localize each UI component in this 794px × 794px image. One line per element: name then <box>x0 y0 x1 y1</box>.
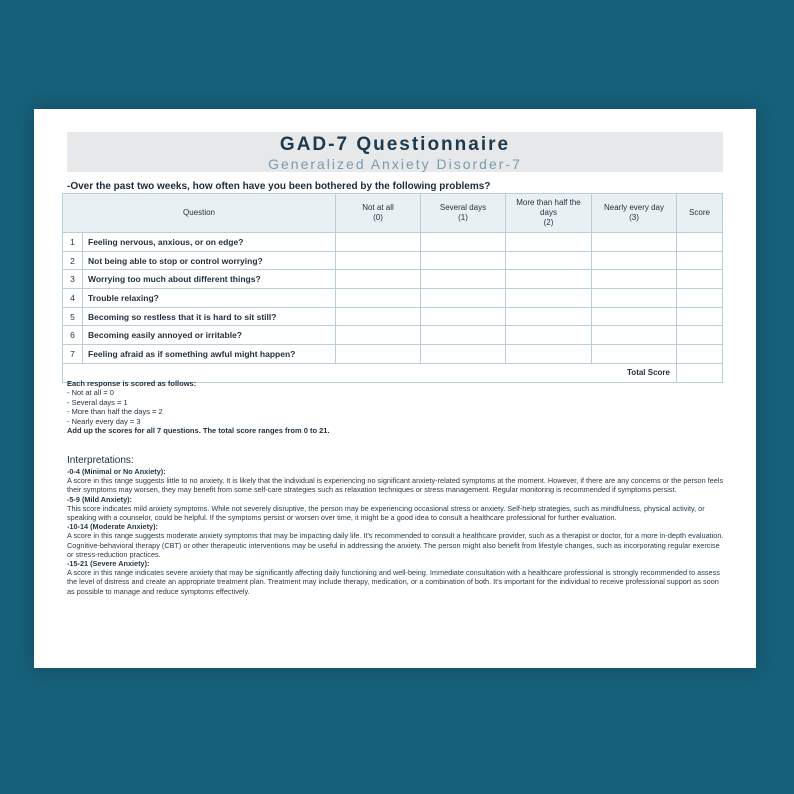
answer-cell-more-than-half[interactable] <box>506 289 592 308</box>
answer-cell-more-than-half[interactable] <box>506 251 592 270</box>
answer-cell-more-than-half[interactable] <box>506 270 592 289</box>
answer-cell-nearly-every-day[interactable] <box>592 289 677 308</box>
table-row <box>63 289 723 308</box>
answer-cell-nearly-every-day[interactable] <box>592 270 677 289</box>
answer-cell-nearly-every-day[interactable] <box>592 307 677 326</box>
answer-cell-not-at-all[interactable] <box>336 326 421 345</box>
score-cell[interactable] <box>677 326 723 345</box>
answer-cell-more-than-half[interactable] <box>506 326 592 345</box>
table-row <box>63 251 723 270</box>
scoring-item: - Nearly every day = 3 <box>67 416 141 426</box>
score-cell[interactable] <box>677 270 723 289</box>
question-text: Trouble relaxing? <box>83 289 336 308</box>
score-cell[interactable] <box>677 233 723 252</box>
header-more-than-half: More than half the days (2) <box>506 194 592 233</box>
interpretations-heading: Interpretations: <box>67 455 134 466</box>
table-row <box>63 307 723 326</box>
answer-cell-several-days[interactable] <box>421 289 506 308</box>
table-row <box>63 270 723 289</box>
table-row <box>63 233 723 252</box>
answer-cell-not-at-all[interactable] <box>336 307 421 326</box>
title-banner <box>67 132 723 172</box>
question-number: 4 <box>63 289 83 308</box>
answer-cell-not-at-all[interactable] <box>336 233 421 252</box>
score-cell[interactable] <box>677 251 723 270</box>
scoring-intro: Each response is scored as follows: <box>67 379 197 388</box>
instruction-text: -Over the past two weeks, how often have you been bothered by the following problems? <box>67 181 491 192</box>
answer-cell-several-days[interactable] <box>421 251 506 270</box>
answer-cell-several-days[interactable] <box>421 326 506 345</box>
question-text: Becoming easily annoyed or irritable? <box>83 326 336 345</box>
score-cell[interactable] <box>677 307 723 326</box>
answer-cell-nearly-every-day[interactable] <box>592 326 677 345</box>
interpretation-title: -0-4 (Minimal or No Anxiety): <box>67 467 166 476</box>
header-question: Question <box>63 194 336 233</box>
answer-cell-nearly-every-day[interactable] <box>592 233 677 252</box>
answer-cell-several-days[interactable] <box>421 233 506 252</box>
table-header-row <box>63 194 723 233</box>
answer-cell-several-days[interactable] <box>421 345 506 364</box>
answer-cell-nearly-every-day[interactable] <box>592 345 677 364</box>
answer-cell-several-days[interactable] <box>421 307 506 326</box>
question-number: 2 <box>63 251 83 270</box>
question-number: 6 <box>63 326 83 345</box>
answer-cell-more-than-half[interactable] <box>506 345 592 364</box>
table-row <box>63 345 723 364</box>
header-nearly-every-day: Nearly every day (3) <box>592 194 677 233</box>
interpretation-text: This score indicates mild anxiety symptoms. While not severely disruptive, the person may be experiencing occasional stress or anxiety. Self-help strategies, such as mindfulness, physical activity, or speaking with a counselor, could be helpful. If the symptoms persist or worsen over time, it might be a good idea to consult a healthcare professional for further evaluation. <box>67 503 705 523</box>
scoring-item: - Several days = 1 <box>67 397 128 407</box>
interpretation-text: A score in this range suggests little to no anxiety. It is likely that the individual is experiencing no significant anxiety-related symptoms at the moment. However, if there are any concerns or the person feels their symptoms may worsen, they may benefit from some self-care strategies such as relaxation techniques or stress management. Regular monitoring is recommended if symptoms persist. <box>67 476 724 495</box>
page-subtitle: Generalized Anxiety Disorder-7 <box>268 156 522 172</box>
total-score-cell[interactable] <box>677 363 723 382</box>
page-title: GAD-7 Questionnaire <box>279 134 511 155</box>
question-text: Becoming so restless that it is hard to sit still? <box>83 307 336 326</box>
question-text: Feeling afraid as if something awful might happen? <box>83 345 336 364</box>
score-cell[interactable] <box>677 345 723 364</box>
score-cell[interactable] <box>677 289 723 308</box>
answer-cell-more-than-half[interactable] <box>506 307 592 326</box>
questionnaire-page <box>34 109 756 668</box>
total-score-label: Total Score <box>336 363 677 382</box>
interpretation-title: -10-14 (Moderate Anxiety): <box>67 522 158 532</box>
question-text: Worrying too much about different things? <box>83 270 336 289</box>
scoring-item: - Not at all = 0 <box>67 388 114 398</box>
answer-cell-not-at-all[interactable] <box>336 270 421 289</box>
interpretation-title: -5-9 (Mild Anxiety): <box>67 494 132 504</box>
answer-cell-not-at-all[interactable] <box>336 345 421 364</box>
answer-cell-several-days[interactable] <box>421 270 506 289</box>
answer-cell-nearly-every-day[interactable] <box>592 251 677 270</box>
scoring-item: - More than half the days = 2 <box>67 407 163 417</box>
header-several-days: Several days (1) <box>421 194 506 233</box>
question-number: 5 <box>63 307 83 326</box>
header-score: Score <box>677 194 723 233</box>
question-number: 7 <box>63 345 83 364</box>
scoring-summary: Add up the scores for all 7 questions. The total score ranges from 0 to 21. <box>67 426 330 436</box>
question-number: 3 <box>63 270 83 289</box>
answer-cell-more-than-half[interactable] <box>506 233 592 252</box>
interpretation-text: A score in this range suggests moderate anxiety symptoms that may be impacting daily life. It's recommended to consult a healthcare provider, such as a therapist or doctor, for a more in-depth evaluation. Cognitive-behavioral therapy (CBT) or other therapeutic interventions may be useful in addressing the anxiety. The person might also benefit from lifestyle changes, such as incorporating regular exercise or stress-reduction practices. <box>67 531 724 559</box>
scoring-instructions <box>67 379 330 435</box>
header-not-at-all: Not at all (0) <box>336 194 421 233</box>
questionnaire-table <box>62 193 723 383</box>
question-text: Not being able to stop or control worrying? <box>83 251 336 270</box>
interpretations-section <box>67 455 727 596</box>
answer-cell-not-at-all[interactable] <box>336 289 421 308</box>
answer-cell-not-at-all[interactable] <box>336 251 421 270</box>
interpretation-title: -15-21 (Severe Anxiety): <box>67 559 150 569</box>
question-number: 1 <box>63 233 83 252</box>
question-text: Feeling nervous, anxious, or on edge? <box>83 233 336 252</box>
table-row <box>63 326 723 345</box>
interpretation-text: A score in this range indicates severe anxiety that may be significantly affecting daily functioning and well-being. Immediate consultation with a healthcare professional is strongly recommended to assess the level of distress and create an appropriate treatment plan. Treatment may include therapy, medication, or a combination of both. It's important for the individual to receive professional support as soon as possible to manage and reduce symptoms effectively. <box>67 568 720 596</box>
